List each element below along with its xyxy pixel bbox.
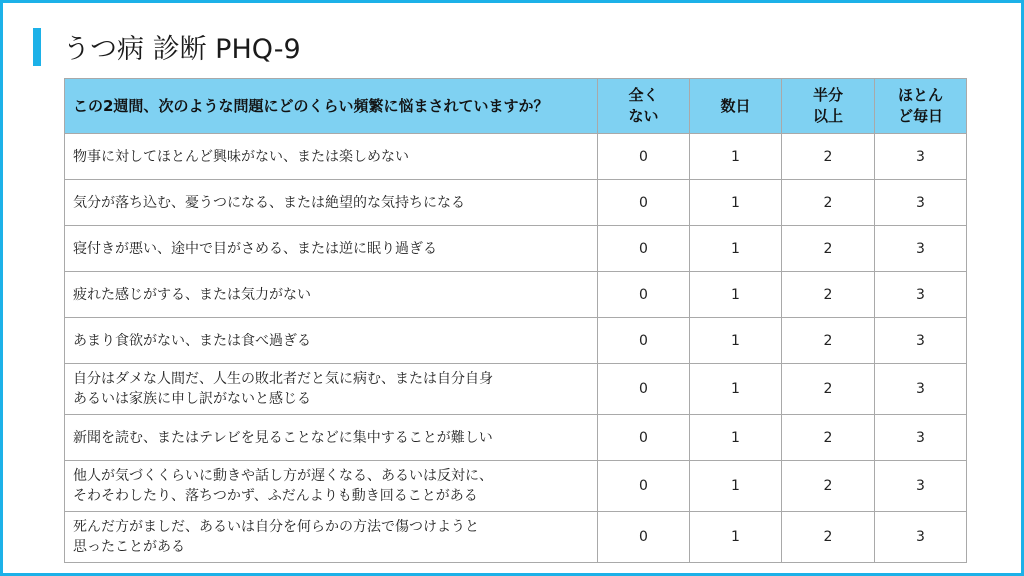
- table-row: [65, 318, 967, 364]
- score-cell[interactable]: 2: [782, 512, 875, 563]
- score-cell[interactable]: 0: [598, 318, 690, 364]
- score-cell[interactable]: 1: [690, 134, 782, 180]
- score-cell[interactable]: 0: [598, 272, 690, 318]
- score-cell[interactable]: 3: [875, 415, 967, 461]
- score-cell[interactable]: 0: [598, 180, 690, 226]
- score-cell[interactable]: 3: [875, 180, 967, 226]
- score-cell[interactable]: 0: [598, 226, 690, 272]
- question-cell: 寝付きが悪い、途中で目がさめる、または逆に眠り過ぎる: [65, 226, 598, 272]
- score-cell[interactable]: 2: [782, 318, 875, 364]
- score-cell[interactable]: 1: [690, 461, 782, 512]
- score-cell[interactable]: 2: [782, 134, 875, 180]
- score-cell[interactable]: 3: [875, 272, 967, 318]
- question-cell: あまり食欲がない、または食べ過ぎる: [65, 318, 598, 364]
- score-cell[interactable]: 2: [782, 415, 875, 461]
- score-cell[interactable]: 3: [875, 364, 967, 415]
- score-cell[interactable]: 3: [875, 134, 967, 180]
- table-row: [65, 134, 967, 180]
- score-cell[interactable]: 2: [782, 180, 875, 226]
- question-header: この2週間、次のような問題にどのくらい頻繁に悩まされていますか？: [65, 79, 598, 134]
- score-cell[interactable]: 3: [875, 461, 967, 512]
- question-cell: 物事に対してほとんど興味がない、または楽しめない: [65, 134, 598, 180]
- score-cell[interactable]: 3: [875, 318, 967, 364]
- table-row: [65, 415, 967, 461]
- title-accent-bar: [33, 28, 41, 66]
- score-cell[interactable]: 0: [598, 364, 690, 415]
- page-title: うつ病 診断 PHQ-9: [63, 34, 301, 65]
- question-cell: 新聞を読む、またはテレビを見ることなどに集中することが難しい: [65, 415, 598, 461]
- table-row: [65, 226, 967, 272]
- question-cell: 自分はダメな人間だ、人生の敗北者だと気に病む、または自分自身 あるいは家族に申し訳がないと感じる: [65, 364, 598, 415]
- score-cell[interactable]: 2: [782, 272, 875, 318]
- option-header-more-than-half: 半分 以上: [782, 79, 875, 134]
- score-cell[interactable]: 1: [690, 415, 782, 461]
- score-cell[interactable]: 0: [598, 461, 690, 512]
- score-cell[interactable]: 1: [690, 364, 782, 415]
- option-header-nearly-every-day: ほとん ど毎日: [875, 79, 967, 134]
- question-cell: 他人が気づくくらいに動きや話し方が遅くなる、あるいは反対に、 そわそわしたり、落ちつかず、ふだんよりも動き回ることがある: [65, 461, 598, 512]
- phq9-table: [64, 78, 967, 563]
- score-cell[interactable]: 1: [690, 226, 782, 272]
- option-header-several-days: 数日: [690, 79, 782, 134]
- score-cell[interactable]: 2: [782, 364, 875, 415]
- table-row: [65, 512, 967, 563]
- question-cell: 気分が落ち込む、憂うつになる、または絶望的な気持ちになる: [65, 180, 598, 226]
- score-cell[interactable]: 0: [598, 415, 690, 461]
- score-cell[interactable]: 2: [782, 226, 875, 272]
- score-cell[interactable]: 3: [875, 512, 967, 563]
- score-cell[interactable]: 1: [690, 180, 782, 226]
- table-row: [65, 364, 967, 415]
- table-header-row: [65, 79, 967, 134]
- score-cell[interactable]: 0: [598, 512, 690, 563]
- score-cell[interactable]: 3: [875, 226, 967, 272]
- score-cell[interactable]: 2: [782, 461, 875, 512]
- table-row: [65, 461, 967, 512]
- score-cell[interactable]: 0: [598, 134, 690, 180]
- question-cell: 疲れた感じがする、または気力がない: [65, 272, 598, 318]
- score-cell[interactable]: 1: [690, 318, 782, 364]
- option-header-not-at-all: 全く ない: [598, 79, 690, 134]
- table-row: [65, 272, 967, 318]
- table-row: [65, 180, 967, 226]
- title-row: [33, 27, 301, 66]
- score-cell[interactable]: 1: [690, 272, 782, 318]
- score-cell[interactable]: 1: [690, 512, 782, 563]
- question-cell: 死んだ方がましだ、あるいは自分を何らかの方法で傷つけようと 思ったことがある: [65, 512, 598, 563]
